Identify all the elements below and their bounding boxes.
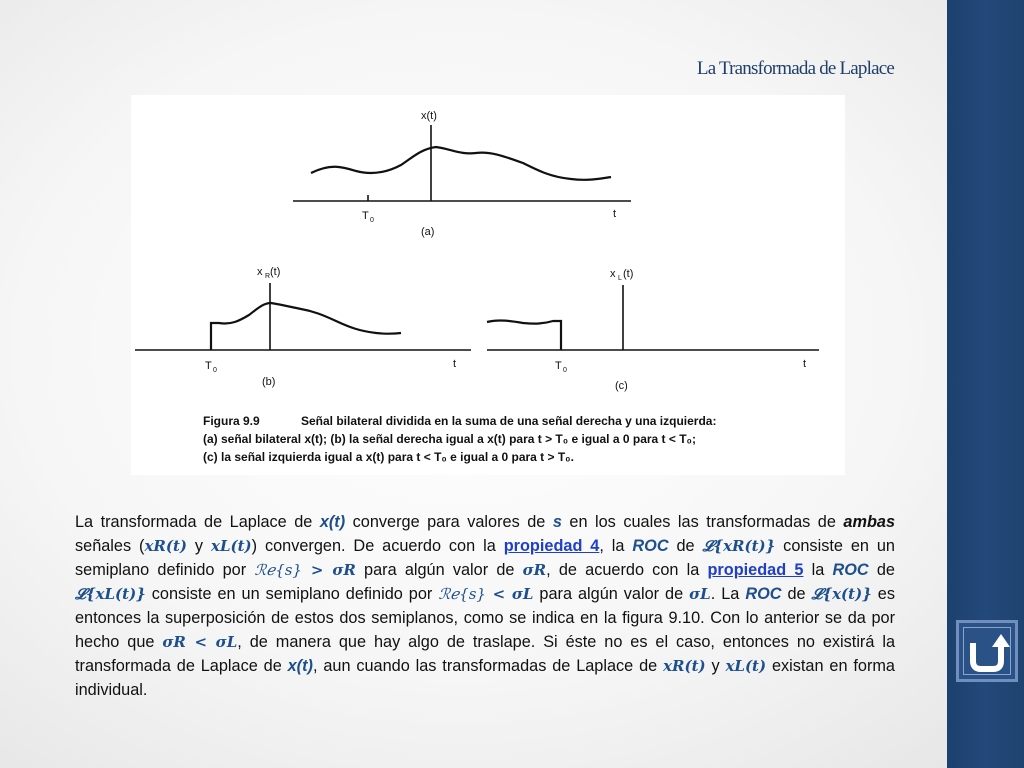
text-run: , la [599,537,633,555]
figure-9-9 [131,95,845,475]
text-run: en los cuales las transformadas de [561,513,844,531]
panel-c-t0-sub: 0 [563,367,567,374]
math-re-s: ℛℯ{s} [254,561,302,579]
math-s: s [552,513,562,531]
panel-b-axis-sub: R [265,273,271,280]
text-run: La transformada de Laplace de [75,513,320,531]
return-button[interactable] [956,620,1018,682]
text-run: existan en forma individual. [75,657,895,699]
math-sigma-comparison: 𝝈𝑹 < 𝝈𝑳 [162,633,238,651]
panel-a [293,125,631,201]
panel-a-axis-label: x(t) [421,110,437,122]
panel-c-axis-label: x [610,268,616,280]
math-sigmaR: 𝝈𝑹 [522,561,547,579]
text-run: consiste en un semiplano definido por [75,537,895,579]
panel-b-signal-curve [211,303,401,350]
math-laplace-xR: 𝓛{𝒙𝑹(𝒕)} [702,537,776,555]
panel-b-label: (b) [262,376,276,388]
panel-a-t0-sub: 0 [370,217,374,224]
term-roc: ROC [832,561,869,579]
panel-b-axis-label: x [257,266,263,278]
math-sigmaL: 𝝈𝑳 [689,585,711,603]
text-run: , de manera que hay algo de traslape. Si éste no es el caso, entonces no existirá la transformada de Laplace de [75,633,895,675]
return-arrow-icon [959,623,1015,679]
panel-a-t-label: t [613,208,617,220]
math-xR: 𝒙𝑹(𝒕) [663,657,706,675]
text-run: para algún valor de [355,561,523,579]
term-roc: ROC [745,585,782,603]
text-run: para algún valor de [533,585,690,603]
math-lt-sigmaL: < 𝝈𝑳 [485,585,534,603]
figure-svg [131,95,845,475]
panel-c-t0-label: T [555,360,562,372]
link-propiedad-4[interactable]: propiedad 4 [503,537,600,555]
panel-a-signal-curve [311,147,611,180]
math-x-t: x(t) [319,513,346,531]
panel-c-signal-curve [487,320,561,350]
panel-c-label: (c) [615,380,628,392]
figure-caption-line1: Señal bilateral dividida en la suma de una señal derecha y una izquierda: [301,414,717,428]
text-run: de [868,561,895,579]
text-run: . La [710,585,746,603]
text-run: , aun cuando las transformadas de Laplace de [312,657,664,675]
text-run: converge para valores de [345,513,553,531]
text-run: es entonces la superposición de estos dos semiplanos, como se indica en la figura 9.10. Con lo anterior se da por hecho que [75,585,895,651]
panel-b-t0-label: T [205,360,212,372]
text-run: señales ( [75,537,145,555]
figure-caption-line2: (a) señal bilateral x(t); (b) la señal derecha igual a x(t) para t > T₀ e igual a 0 para t < T₀; [203,432,696,446]
math-xR: 𝒙𝑹(𝒕) [144,537,188,555]
emphasis-ambas: ambas [843,513,895,531]
math-laplace-x: 𝓛{𝒙(𝒕)} [811,585,872,603]
text-run: la [803,561,833,579]
text-run: de [781,585,812,603]
text-run: , de acuerdo con la [546,561,708,579]
text-run: y [187,537,211,555]
panel-b-t0-sub: 0 [213,367,217,374]
text-run: y [705,657,726,675]
slide-title: La Transformada de Laplace [696,58,894,79]
math-xL: 𝒙𝑳(𝒕) [211,537,252,555]
math-laplace-xL: 𝓛{𝒙𝑳(𝒕)} [75,585,146,603]
term-roc: ROC [632,537,669,555]
panel-b-t-label: t [453,358,457,370]
panel-a-label: (a) [421,226,435,238]
math-re-s: ℛℯ{s} [438,585,486,603]
panel-c [487,285,819,350]
text-run: consiste en un semiplano definido por [145,585,439,603]
link-propiedad-5[interactable]: propiedad 5 [707,561,804,579]
panel-c-t-label: t [803,358,807,370]
panel-c-axis-paren: (t) [623,268,634,280]
text-run: de [668,537,703,555]
math-x-t: x(t) [287,657,313,675]
math-xL: 𝒙𝑳(𝒕) [725,657,767,675]
math-gt-sigmaR: > 𝝈𝑹 [301,561,356,579]
panel-b-axis-paren: (t) [270,266,281,278]
text-run: ) convergen. De acuerdo con la [251,537,504,555]
panel-b [135,283,471,350]
figure-caption-label: Figura 9.9 [203,414,260,428]
explanation-paragraph [75,510,895,702]
panel-a-t0-label: T [362,210,369,222]
figure-caption-line3: (c) la señal izquierda igual a x(t) para t < T₀ e igual a 0 para t > T₀. [203,450,574,464]
panel-c-axis-sub: L [618,275,622,282]
